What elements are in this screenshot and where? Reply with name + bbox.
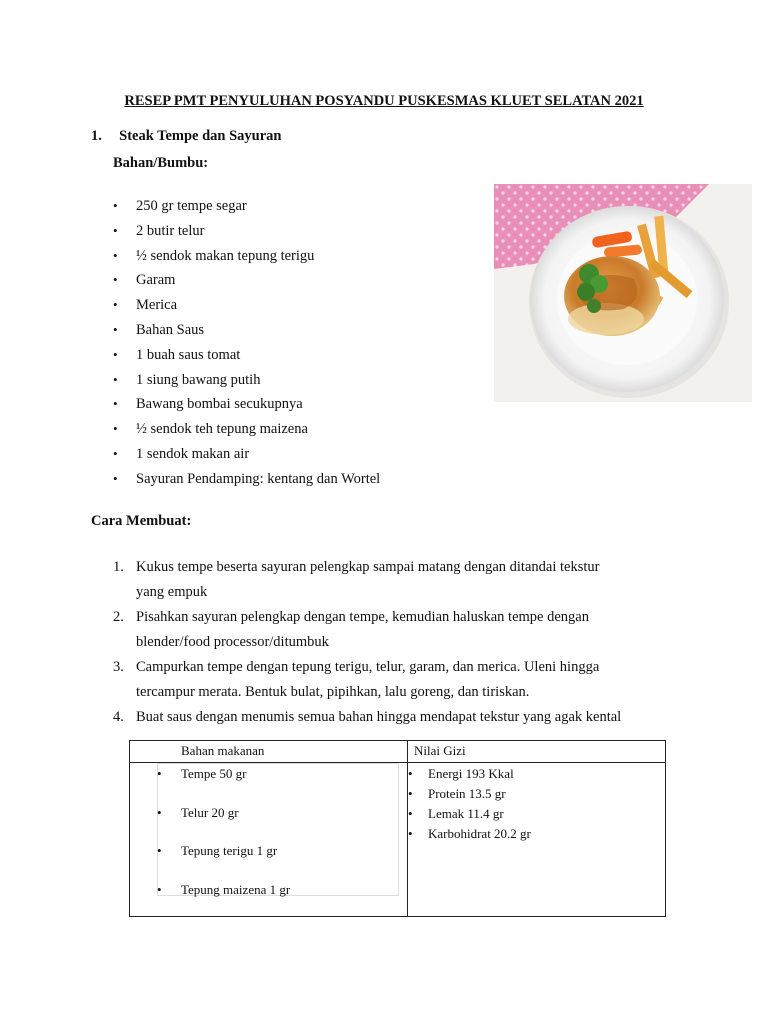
step-line: Pisahkan sayuran pelengkap dengan tempe, kemudian haluskan tempe dengan xyxy=(136,609,589,625)
document-title: RESEP PMT PENYULUHAN POSYANDU PUSKESMAS KLUET SELATAN 2021 xyxy=(124,93,644,109)
step-line: yang empuk xyxy=(136,584,208,600)
step-item xyxy=(113,605,688,655)
table-nutrient: • Lemak 11.4 gr xyxy=(408,805,531,825)
ingredient-item: • ½ sendok teh tepung maizena xyxy=(113,419,380,444)
ingredient-item: • Bawang bombai secukupnya xyxy=(113,394,380,419)
ingredient-item: • 2 butir telur xyxy=(113,221,380,246)
table-header-ingredients: Bahan makanan xyxy=(181,743,265,758)
step-number: 1. xyxy=(113,559,124,575)
steps-list xyxy=(113,555,688,730)
ingredient-item: • 1 sendok makan air xyxy=(113,444,380,469)
table-nutrient: • Protein 13.5 gr xyxy=(408,785,531,805)
ingredients-heading: Bahan/Bumbu: xyxy=(113,155,209,171)
method-heading: Cara Membuat: xyxy=(91,513,192,529)
ingredient-item: • Garam xyxy=(113,270,380,295)
table-ingredient: • Tempe 50 gr xyxy=(157,765,290,804)
table-ingredient: • Tepung terigu 1 gr xyxy=(157,842,290,881)
step-number: 4. xyxy=(113,709,124,725)
ingredient-item: • Sayuran Pendamping: kentang dan Wortel xyxy=(113,469,380,494)
nutrition-table xyxy=(129,740,666,917)
table-ingredient: • Tepung maizena 1 gr xyxy=(157,881,290,920)
step-line: Buat saus dengan menumis semua bahan hingga mendapat tekstur yang agak kental xyxy=(136,709,622,725)
ingredient-item: • Merica xyxy=(113,295,380,320)
step-line: Kukus tempe beserta sayuran pelengkap sampai matang dengan ditandai tekstur xyxy=(136,559,600,575)
table-nutrition-list xyxy=(408,765,531,845)
recipe-name: Steak Tempe dan Sayuran xyxy=(119,128,282,144)
step-number: 2. xyxy=(113,609,124,625)
recipe-number: 1. xyxy=(91,128,102,144)
step-line: Campurkan tempe dengan tepung terigu, telur, garam, dan merica. Uleni hingga xyxy=(136,659,600,675)
ingredient-item: • 1 buah saus tomat xyxy=(113,345,380,370)
ingredient-item: • 250 gr tempe segar xyxy=(113,196,380,221)
steak-tempe-photo xyxy=(494,184,752,402)
step-number: 3. xyxy=(113,659,124,675)
ingredients-list xyxy=(113,196,380,494)
table-ingredient: • Telur 20 gr xyxy=(157,804,290,843)
step-line: blender/food processor/ditumbuk xyxy=(136,634,329,650)
dish-photo xyxy=(494,184,752,402)
step-item xyxy=(113,705,688,730)
recipe-heading xyxy=(91,128,282,145)
table-nutrient: • Energi 193 Kkal xyxy=(408,765,531,785)
table-header-nutrition: Nilai Gizi xyxy=(414,743,466,758)
table-nutrient: • Karbohidrat 20.2 gr xyxy=(408,825,531,845)
step-item xyxy=(113,655,688,705)
step-line: tercampur merata. Bentuk bulat, pipihkan, lalu goreng, dan tiriskan. xyxy=(136,684,530,700)
step-item xyxy=(113,555,688,605)
table-ingredients-list xyxy=(157,765,290,919)
ingredient-item: • ½ sendok makan tepung terigu xyxy=(113,246,380,271)
ingredient-item: • Bahan Saus xyxy=(113,320,380,345)
ingredient-item: • 1 siung bawang putih xyxy=(113,370,380,395)
